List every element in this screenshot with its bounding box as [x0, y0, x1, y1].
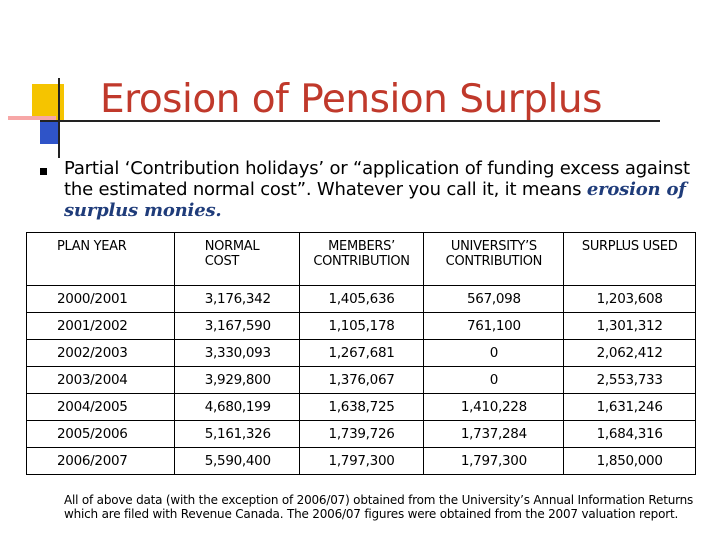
cell-surplus-used: 1,203,608	[564, 286, 696, 313]
surplus-table	[26, 232, 696, 475]
cell-plan-year: 2004/2005	[27, 394, 175, 421]
header-normal-cost: NORMAL COST	[174, 233, 299, 286]
cell-university-contribution: 1,797,300	[424, 448, 564, 475]
cell-members-contribution: 1,638,725	[299, 394, 424, 421]
slide-title: Erosion of Pension Surplus	[100, 77, 602, 122]
cell-surplus-used: 1,850,000	[564, 448, 696, 475]
cell-university-contribution: 0	[424, 340, 564, 367]
decor-vertical-line	[58, 78, 60, 158]
header-members-contribution: MEMBERS’ CONTRIBUTION	[299, 233, 424, 286]
cell-surplus-used: 2,062,412	[564, 340, 696, 367]
cell-plan-year: 2000/2001	[27, 286, 175, 313]
bullet-square-icon	[40, 168, 47, 175]
cell-normal-cost: 3,167,590	[174, 313, 299, 340]
cell-normal-cost: 5,590,400	[174, 448, 299, 475]
cell-surplus-used: 1,684,316	[564, 421, 696, 448]
cell-university-contribution: 761,100	[424, 313, 564, 340]
footnote: All of above data (with the exception of 2006/07) obtained from the University’s Annual Information Returns which are filed with Revenue Canada. The 2006/07 figures were obtained from the 2007 valuation report.	[64, 493, 694, 521]
table-row	[27, 394, 696, 421]
cell-normal-cost: 3,330,093	[174, 340, 299, 367]
cell-normal-cost: 4,680,199	[174, 394, 299, 421]
header-plan-year: PLAN YEAR	[27, 233, 175, 286]
cell-normal-cost: 3,176,342	[174, 286, 299, 313]
cell-plan-year: 2003/2004	[27, 367, 175, 394]
bullet-text	[64, 158, 704, 221]
table-row	[27, 313, 696, 340]
bullet-body: Partial ‘Contribution holidays’ or “application of funding excess against the estimated normal cost”. Whatever you call it, it means	[64, 158, 690, 200]
cell-plan-year: 2002/2003	[27, 340, 175, 367]
cell-members-contribution: 1,405,636	[299, 286, 424, 313]
cell-members-contribution: 1,105,178	[299, 313, 424, 340]
cell-surplus-used: 1,631,246	[564, 394, 696, 421]
header-surplus-used: SURPLUS USED	[564, 233, 696, 286]
cell-members-contribution: 1,739,726	[299, 421, 424, 448]
cell-university-contribution: 1,737,284	[424, 421, 564, 448]
cell-members-contribution: 1,376,067	[299, 367, 424, 394]
cell-plan-year: 2006/2007	[27, 448, 175, 475]
cell-members-contribution: 1,797,300	[299, 448, 424, 475]
table-row	[27, 421, 696, 448]
cell-surplus-used: 2,553,733	[564, 367, 696, 394]
decor-blue-square	[40, 120, 60, 144]
cell-surplus-used: 1,301,312	[564, 313, 696, 340]
table-header-row	[27, 233, 696, 286]
cell-plan-year: 2005/2006	[27, 421, 175, 448]
bullet-end: .	[215, 200, 222, 221]
cell-normal-cost: 5,161,326	[174, 421, 299, 448]
table-row	[27, 286, 696, 313]
cell-normal-cost: 3,929,800	[174, 367, 299, 394]
cell-plan-year: 2001/2002	[27, 313, 175, 340]
cell-university-contribution: 0	[424, 367, 564, 394]
header-university-contribution: UNIVERSITY’S CONTRIBUTION	[424, 233, 564, 286]
cell-university-contribution: 1,410,228	[424, 394, 564, 421]
table-row	[27, 448, 696, 475]
table-row	[27, 340, 696, 367]
cell-university-contribution: 567,098	[424, 286, 564, 313]
cell-members-contribution: 1,267,681	[299, 340, 424, 367]
table-row	[27, 367, 696, 394]
bullet-emphasis: erosion of surplus monies	[64, 179, 686, 221]
